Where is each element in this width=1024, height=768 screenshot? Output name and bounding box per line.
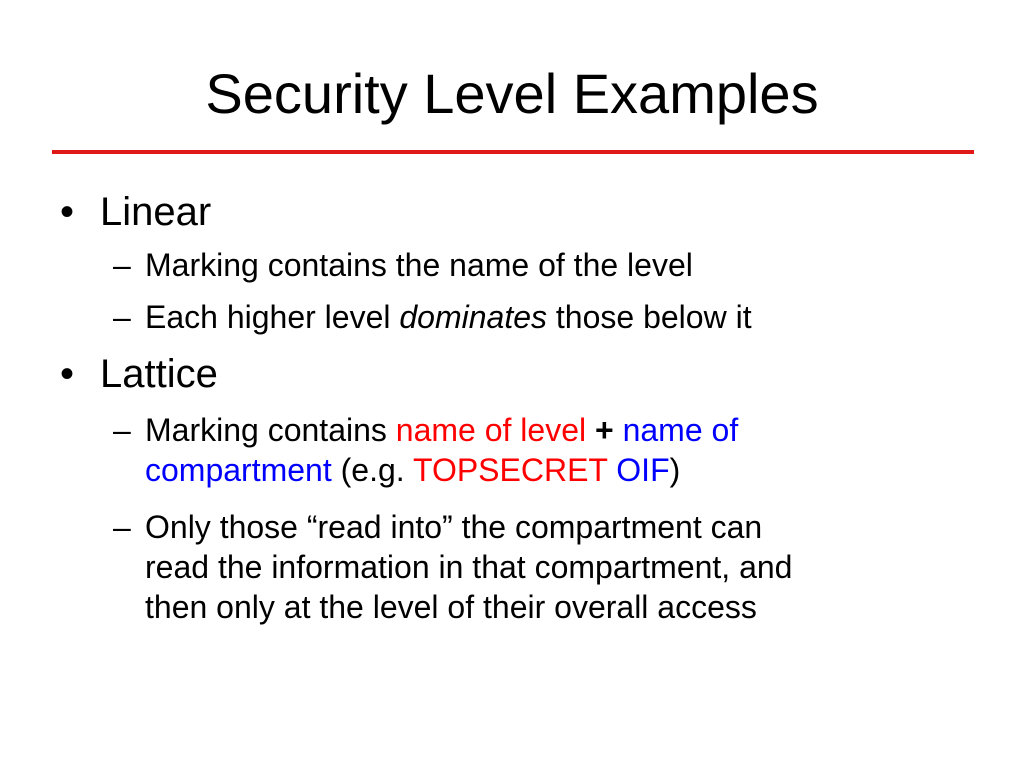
text-example-compartment: OIF [616, 452, 670, 488]
text-example-level: TOPSECRET [412, 452, 608, 488]
text-plain: ) [669, 452, 681, 488]
sub-bullet-text [145, 297, 975, 337]
title-underline [52, 150, 974, 154]
text-plain: (e.g. [331, 452, 413, 488]
text-line: Only those “read into” the compartment can [145, 509, 763, 545]
bullet-icon: • [60, 190, 75, 234]
text-level-name: name of level [395, 412, 587, 448]
text-compartment-name: name of [622, 412, 739, 448]
sub-bullet-text: Marking contains the name of the level [145, 247, 693, 283]
dash-icon: – [113, 412, 131, 448]
sub-bullet-text [145, 410, 975, 490]
text-line [145, 410, 975, 450]
text-line [145, 450, 975, 490]
plus-sign: + [595, 412, 614, 448]
bullet-icon: • [60, 352, 75, 396]
dash-icon: – [113, 509, 131, 545]
text-line: then only at the level of their overall access [145, 589, 757, 625]
dash-icon: – [113, 247, 131, 283]
bullet-label: Linear [100, 190, 212, 234]
text-plain: those below it [547, 299, 752, 335]
text-compartment-name: compartment [145, 452, 332, 488]
bullet-label: Lattice [100, 352, 218, 396]
text-italic-dominates: dominates [399, 299, 548, 335]
text-plain: Each higher level [145, 299, 400, 335]
dash-icon: – [113, 299, 131, 335]
sub-bullet-text [145, 507, 975, 627]
text-line: read the information in that compartment, and [145, 549, 793, 585]
slide-title: Security Level Examples [205, 62, 819, 125]
text-plain: Marking contains [145, 412, 396, 448]
